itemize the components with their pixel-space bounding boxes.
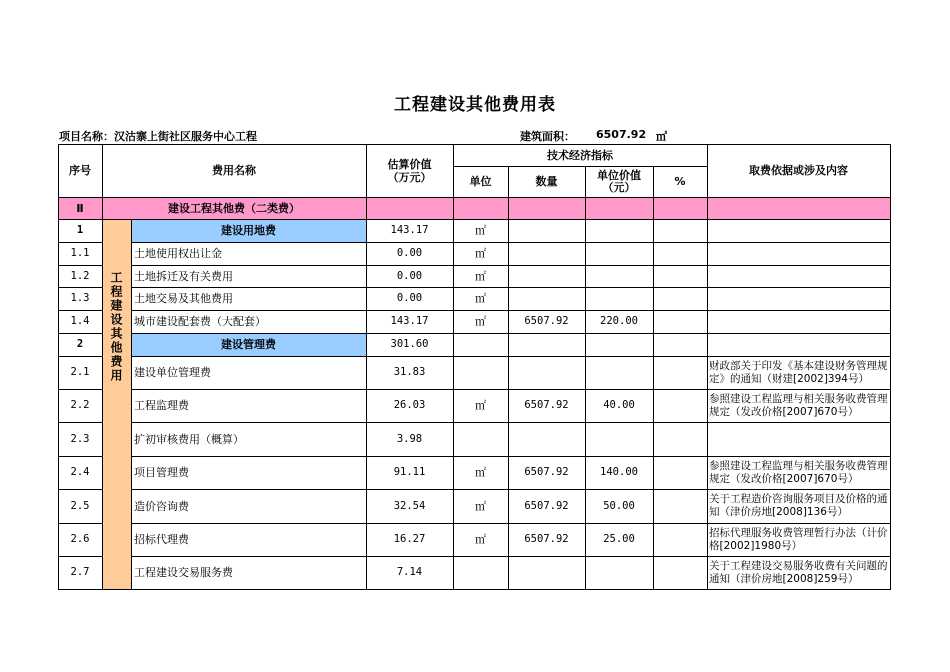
grid-line xyxy=(131,456,891,457)
grid-line xyxy=(131,219,132,590)
row-name: 土地交易及其他费用 xyxy=(134,292,233,305)
row-percent xyxy=(653,523,707,556)
row-estimate: 0.00 xyxy=(396,292,423,304)
row-percent xyxy=(653,265,707,287)
row-basis xyxy=(707,333,890,356)
grid-line xyxy=(58,310,103,311)
row-basis: 关于工程造价咨询服务项目及价格的通知（津价房地[2008]136号） xyxy=(709,493,888,518)
row-qty: 6507.92 xyxy=(524,466,569,478)
row-percent xyxy=(653,219,707,242)
row-qty: 6507.92 xyxy=(524,399,569,411)
row-estimate: 301.60 xyxy=(390,338,429,350)
grid-line xyxy=(58,242,103,243)
grid-line xyxy=(585,166,586,590)
row-qty xyxy=(508,287,585,310)
row-unit-price xyxy=(585,356,653,389)
row-estimate: 3.98 xyxy=(396,432,423,445)
row-name: 城市建设配套费（大配套） xyxy=(134,315,266,328)
row-percent xyxy=(653,310,707,333)
row-estimate: 31.83 xyxy=(393,366,426,378)
row-qty: 6507.92 xyxy=(524,499,569,512)
row-unit xyxy=(453,356,508,389)
row-percent xyxy=(653,422,707,456)
row-estimate: 0.00 xyxy=(396,269,423,282)
row-seq: 2.7 xyxy=(70,566,90,578)
grid-line xyxy=(131,287,891,288)
row-unit-price xyxy=(585,219,653,242)
grid-line xyxy=(102,144,103,590)
row-unit xyxy=(453,333,508,356)
row-percent xyxy=(653,242,707,265)
row-estimate: 32.54 xyxy=(393,499,426,512)
grid-line xyxy=(131,242,891,243)
area-value: 6507.92 xyxy=(596,128,647,141)
row-unit: ㎡ xyxy=(475,466,486,479)
grid-line xyxy=(707,144,708,590)
row-unit-price: 220.00 xyxy=(600,315,638,327)
row-unit-price: 25.00 xyxy=(603,533,635,545)
row-name: 建设单位管理费 xyxy=(134,366,211,379)
grid-line xyxy=(58,556,103,557)
row-estimate: 91.11 xyxy=(393,466,426,478)
row-seq: 1.2 xyxy=(70,269,90,282)
row-unit: ㎡ xyxy=(475,499,486,513)
row-unit xyxy=(453,422,508,456)
grid-line xyxy=(131,333,891,334)
grid-line xyxy=(131,356,891,357)
row-qty xyxy=(508,333,585,356)
row-unit-price xyxy=(585,556,653,589)
row-unit-price xyxy=(585,333,653,356)
row-seq: 2.4 xyxy=(70,466,90,478)
row-unit: ㎡ xyxy=(475,247,486,260)
row-unit: ㎡ xyxy=(475,315,486,328)
row-qty xyxy=(508,242,585,265)
header-percent: % xyxy=(674,175,686,188)
row-qty xyxy=(508,356,585,389)
grid-line xyxy=(131,422,891,423)
grid-line xyxy=(58,489,103,490)
row-percent xyxy=(653,489,707,523)
row-unit: ㎡ xyxy=(475,224,486,237)
row-qty xyxy=(508,556,585,589)
row-unit-price xyxy=(585,242,653,265)
row-name: 土地拆迁及有关费用 xyxy=(134,269,233,283)
row-percent xyxy=(653,356,707,389)
header-seq: 序号 xyxy=(69,164,91,177)
row-seq: 2.2 xyxy=(70,399,90,411)
row-name: 招标代理费 xyxy=(134,533,189,546)
row-unit: ㎡ xyxy=(475,399,486,412)
row-unit-price xyxy=(585,265,653,287)
row-percent xyxy=(653,456,707,489)
row-basis: 招标代理服务收费管理暂行办法（计价格[2002]1980号） xyxy=(709,526,888,552)
row-name: 建设工程其他费（二类费） xyxy=(168,201,300,215)
grid-line xyxy=(58,356,103,357)
grid-line xyxy=(58,197,891,198)
row-percent xyxy=(653,556,707,589)
grid-line xyxy=(890,144,891,590)
grid-line xyxy=(58,523,103,524)
area-label: 建筑面积： xyxy=(520,130,575,143)
row-name: 建设用地费 xyxy=(221,224,276,237)
page-title: 工程建设其他费用表 xyxy=(394,95,556,115)
row-unit-price xyxy=(585,287,653,310)
row-name: 工程建设交易服务费 xyxy=(134,566,233,579)
row-basis: 关于工程建设交易服务收费有关问题的通知（津价房地[2008]259号） xyxy=(709,559,888,585)
row-seq: 1.3 xyxy=(70,292,90,304)
row-name: 工程监理费 xyxy=(134,399,189,412)
area-unit: ㎡ xyxy=(656,130,667,143)
row-percent xyxy=(653,333,707,356)
row-estimate: 143.17 xyxy=(390,315,429,327)
grid-line xyxy=(58,144,891,145)
row-qty: 6507.92 xyxy=(524,315,569,327)
row-seq: 1.4 xyxy=(70,315,90,327)
row-qty xyxy=(508,265,585,287)
row-basis xyxy=(707,242,890,265)
grid-line xyxy=(453,166,708,167)
row-basis xyxy=(707,265,890,287)
header-unit: 单位 xyxy=(469,175,492,188)
category-label: 工程建设其他费用 xyxy=(109,271,123,383)
grid-line xyxy=(131,556,891,557)
header-name: 费用名称 xyxy=(212,164,256,177)
row-unit-price: 140.00 xyxy=(600,466,638,478)
row-basis xyxy=(707,422,890,456)
grid-line xyxy=(131,523,891,524)
row-name: 建设管理费 xyxy=(221,338,276,351)
row-basis xyxy=(707,310,890,333)
row-unit-price xyxy=(585,422,653,456)
header-estimate: 估算价值 （万元） xyxy=(387,157,432,184)
row-name: 项目管理费 xyxy=(134,466,189,479)
row-qty xyxy=(508,422,585,456)
grid-line xyxy=(58,219,891,220)
row-unit xyxy=(453,556,508,589)
row-qty xyxy=(508,219,585,242)
row-seq: 2.3 xyxy=(70,432,90,445)
row-seq: 2 xyxy=(76,338,84,350)
grid-line xyxy=(58,144,59,590)
row-qty: 6507.92 xyxy=(524,533,569,545)
row-seq: 1 xyxy=(76,224,84,236)
grid-line xyxy=(58,389,103,390)
row-seq: 2.1 xyxy=(70,366,90,378)
row-basis: 财政部关于印发《基本建设财务管理规定》的通知（财建[2002]394号） xyxy=(709,359,888,385)
grid-line xyxy=(58,287,103,288)
grid-line xyxy=(653,166,654,590)
row-estimate: 7.14 xyxy=(396,566,423,578)
grid-line xyxy=(131,265,891,266)
row-basis: 参照建设工程监理与相关服务收费管理规定（发改价格[2007]670号） xyxy=(709,392,888,418)
row-unit-price: 40.00 xyxy=(603,399,635,411)
row-estimate: 143.17 xyxy=(390,224,429,236)
row-name: 土地使用权出让金 xyxy=(134,247,222,260)
row-unit: ㎡ xyxy=(475,269,486,283)
row-percent xyxy=(653,389,707,422)
row-seq: Ⅱ xyxy=(76,201,84,215)
row-seq: 2.6 xyxy=(70,533,90,545)
row-name: 造价咨询费 xyxy=(134,499,189,513)
grid-line xyxy=(58,589,891,590)
grid-line xyxy=(58,456,103,457)
grid-line xyxy=(453,144,454,590)
grid-line xyxy=(508,166,509,590)
row-unit: ㎡ xyxy=(475,292,486,305)
row-seq: 2.5 xyxy=(70,499,90,512)
row-percent xyxy=(653,287,707,310)
grid-line xyxy=(131,389,891,390)
row-estimate: 26.03 xyxy=(393,399,426,411)
row-basis xyxy=(707,219,890,242)
grid-line xyxy=(131,310,891,311)
row-basis: 参照建设工程监理与相关服务收费管理规定（发改价格[2007]670号） xyxy=(709,459,888,485)
grid-line xyxy=(131,489,891,490)
row-unit: ㎡ xyxy=(475,533,486,546)
header-unit-price: 单位价值 （元） xyxy=(597,168,641,194)
grid-line xyxy=(58,422,103,423)
header-qty: 数量 xyxy=(535,175,558,188)
grid-line xyxy=(366,144,367,590)
grid-line xyxy=(58,333,103,334)
row-basis xyxy=(707,287,890,310)
row-estimate: 16.27 xyxy=(393,533,426,545)
grid-line xyxy=(58,265,103,266)
header-basis: 取费依据或涉及内容 xyxy=(749,164,848,177)
row-seq: 1.1 xyxy=(70,247,90,259)
project-name: 项目名称：汉沽寨上街社区服务中心工程 xyxy=(59,130,257,143)
row-name: 扩初审核费用（概算） xyxy=(134,432,244,446)
row-unit-price: 50.00 xyxy=(603,499,635,512)
row-estimate: 0.00 xyxy=(396,247,423,259)
header-tech-indicators: 技术经济指标 xyxy=(547,148,613,162)
